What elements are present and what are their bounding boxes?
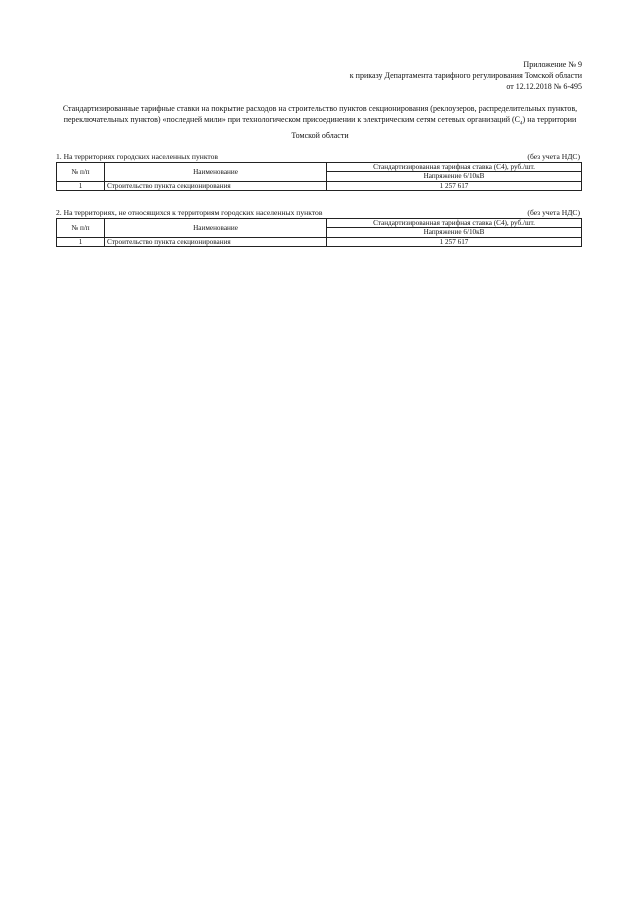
appendix-header: [350, 59, 582, 92]
rates-table: [56, 218, 582, 247]
section-header: [56, 152, 582, 162]
column-header-name: Наименование: [105, 163, 327, 182]
row-value: 1 257 617: [327, 237, 582, 246]
document-title: [60, 103, 580, 141]
vat-note: (без учета НДС): [527, 208, 580, 217]
column-header-number: № п/п: [57, 163, 105, 182]
column-header-voltage: Напряжение 6/10кВ: [327, 172, 582, 181]
row-number: 1: [57, 181, 105, 190]
column-header-voltage: Напряжение 6/10кВ: [327, 228, 582, 237]
title-text-part1: Стандартизированные тарифные ставки на покрытие расходов на строительство пунктов секционирования (реклоузеров, распределительных пунктов, переключательных пунктов) «последней мили» при технологическом присоединении к электрическим сетям сетевых организаций (С: [62, 104, 578, 124]
column-header-rate: Стандартизированная тарифная ставка (С4), руб./шт.: [327, 219, 582, 228]
column-header-number: № п/п: [57, 219, 105, 238]
column-header-rate: Стандартизированная тарифная ставка (С4), руб./шт.: [327, 163, 582, 172]
title-text-part2: ) на территории Томской области: [291, 115, 577, 140]
column-header-name: Наименование: [105, 219, 327, 238]
table-header-row: [57, 219, 582, 228]
title-subscript: 4: [520, 121, 523, 127]
appendix-number: Приложение № 9: [523, 60, 582, 69]
section-non-urban: [56, 208, 582, 247]
row-number: 1: [57, 237, 105, 246]
row-value: 1 257 617: [327, 181, 582, 190]
appendix-order-ref: к приказу Департамента тарифного регулирования Томской области: [349, 71, 582, 80]
row-name: Строительство пункта секционирования: [105, 181, 327, 190]
table-header-row: [57, 163, 582, 172]
section-heading: 1. На территориях городских населенных пунктов: [56, 152, 219, 161]
appendix-order-date: от 12.12.2018 № 6-495: [506, 82, 582, 91]
row-name: Строительство пункта секционирования: [105, 237, 327, 246]
section-header: [56, 208, 582, 218]
section-heading: 2. На территориях, не относящихся к территориям городских населенных пунктов: [56, 208, 323, 217]
table-row: [57, 237, 582, 246]
rates-table: [56, 162, 582, 191]
section-urban: [56, 152, 582, 191]
vat-note: (без учета НДС): [527, 152, 580, 161]
table-row: [57, 181, 582, 190]
